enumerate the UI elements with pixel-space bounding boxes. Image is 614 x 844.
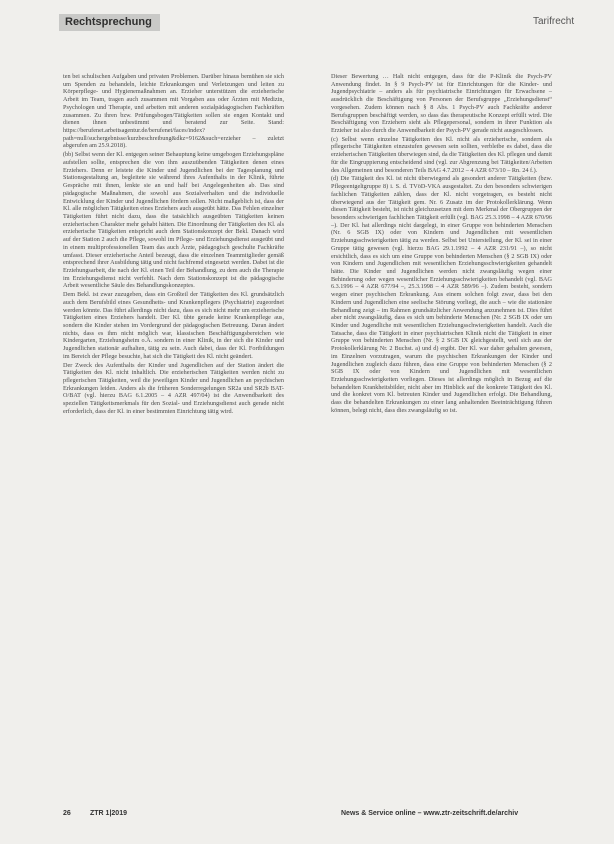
section-label: Rechtsprechung [59,14,160,31]
right-column [331,73,552,416]
issue-label: ZTR 1|2019 [90,810,127,817]
category-label: Tarifrecht [533,16,575,27]
paragraph: Der Zweck des Aufenthalts der Kinder und Jugendlichen auf der Station ändert die Tätigkeiten des Kl. nicht inhaltlich. Die erzieherischen Tätigkeiten werden nicht zu pflegerischen Tätigkeiten, weil die jeweiligen Kinder und Jugendlichen an psychischen Erkrankungen leiden. Anders als die früheren Sonderregelungen SR2a und SR2b BAT-O/BAT (vgl. hierzu BAG 6.1.2005 – 4 AZR 497/04) ist die Anwendbarkeit des speziellen Tätigkeitsmerkmals für den Sozial- und Erziehungsdienst auch gerade nicht erforderlich, dass der Kl. in einer bestimmten Einrichtung tätig wird. [63,361,284,415]
paragraph: Dieser Bewertung … Halt nicht entgegen, dass für die P-Klinik die Psych-PV Anwendung findet. In § 9 Psych-PV ist für Einrichtungen für die Kinder- und Jugendpsychiatrie – anders als für psychiatrische Einrichtungen für Erwachsene – ausdrücklich die Beschäftigung von Personen der Berufsgruppe „Erziehungsdienst“ vorgesehen. Zudem können nach § 8 Abs. 1 Psych-PV auch Fachkräfte anderer Berufsgruppen beschäftigt werden, so dass das therapeutische Konzept erfüllt wird. Die Beschäftigung von Erziehern sieht als Pflegepersonal, sondern in ihrer Funktion als Erzieher ist also durch die Anwendbarkeit der Psych-PV gerade nicht ausgeschlossen. [331,73,552,135]
archive-link[interactable]: News & Service online – www.ztr-zeitschrift.de/archiv [341,810,519,817]
paragraph: ten bei schulischen Aufgaben und privaten Problemen. Darüber hinaus bemühen sie sich um Spenden zu behandeln, leichte Erkrankungen und Verletzungen und leiten zu Körperpflege- und Hygienemaßnahmen an. Erzieher unterstützen die erzieherische Arbeit im Team, tragen auch zusammen mit Vorgaben aus oder Ärzten mit Medizin, Psychologen und Therapie, und arbeiten mit anderen sozialpädagogischen Fachkräften zusammen. Zu ihren bzw. Prüfungsbogen/Tätigkeiten sollen sie engen Kontakt und dienen ihnen unbestimmt und beratend zur Seite. Stand: https://berufenet.arbeitsagentur.de/berufenet/faces/index?path=null/suchergebnisse/kurzbeschreibung&dkz=9162&such=erzieher – zuletzt abgerufen am 25.9.2018). [63,73,284,150]
paragraph: (d) Die Tätigkeit des Kl. ist nicht überwiegend als gesondert anderer Tätigkeiten (bzw. Pflegeentgeltgruppe 8) i. S. d. TVöD-VKA ausgestaltet. Zu den besonders schwierigen fachlichen Tätigkeiten zählen, dass der Kl. nicht vorgetragen, es besteht nicht überwiegend aus der Tätigkeit gem. Nr. 6 Zusatz im der Protokollerklärung. Wenn diesen Tätigkeit besteht, ist nicht gleichzusetzen mit dem Merkmal der Obergruppen der besonders schwierigen fachlichen Tätigkeit erfüllt (vgl. BAG 25.3.1998 – 4 AZR 670/96 –). Der Kl. hat allerdings nicht dargelegt, in einer Gruppe von behinderten Menschen (Nr. 6 SGB IX) oder von Kindern und Jugendlichen mit wesentlichen Erziehungsschwierigkeiten tätig zu werden. Selbst bei Unterstellung, der Kl. sei in einer Gruppe tätig gewesen (vgl. hierzu BAG 29.1.1992 – 4 AZR 231/91 –), so nicht ersichtlich, dass es sich um eine Gruppe von behinderten Menschen (§ 2 SGB IX) oder von Kindern und Jugendlichen mit wesentlichen Erziehungsschwierigkeiten gehandelt hätte. Die Kinder und Jugendlichen werden nicht zwangsläufig wegen einer Behinderung oder wegen wesentlicher Erziehungsschwierigkeiten behandelt (vgl. BAG 6.3.1996 – 4 AZR 677/94 –, 25.3.1998 – 4 AZR 589/96 –). Zudem besteht, sondern wegen einer psychischen Erkrankung. Aus einem solchen folgt zwar, dass bei den Kindern und Jugendlichen eine seelische Störung vorliegt, die auch – wie die stationäre Behandlung zeigt – im Rahmen grundsätzlicher Anwendung anzunehmen ist. Dies führt aber nicht zwangsläufig, dass es sich um behinderte Menschen (Nr. 2 SGB IX oder um Kinder und Jugendliche mit wesentlichen Erziehungsschwierigkeiten handelt. Auch die Tatsache, dass die Tätigkeit in einer psychiatrischen Klinik nicht die Tätigkeit in einer Gruppe von behinderten Menschen (Nr. § 2 SGB IX gleichgestellt, weil sich aus der Protokollerklärung Nr. 2 Buchst. a) und d) ergibt. Der Kl. war daher gehalten gewesen, im Einzelnen vorzutragen, warum die psychischen Erkrankungen der Kinder und Jugendlichen zugleich dazu führen, dass eine Gruppe von behinderten Menschen (§ 2 SGB IX oder von Kindern und Jugendlichen mit wesentlichen Erziehungsschwierigkeiten vorliegen. Dieses ist allerdings möglich in Bezug auf die behandelten Krankheitsbilder, nicht aber im Hinblick auf die konkrete Tätigkeit des Kl. und die konkret vom Kl. betreuten Kinder und Jugendlichen erfolgt. Die Behandlung, dass die behandelten Erkrankungen zu einer lang anhaltenden Beeinträchtigung führen können, belegt nicht, dass dies zwangsläufig so ist. [331,175,552,414]
paragraph: Dem Bekl. ist zwar zuzugeben, dass ein Großteil der Tätigkeiten des Kl. grundsätzlich auch dem Berufsbild eines Gesundheits- und Krankenpflegers (Psychiatrie) zugeordnet werden könnte. Das führt allerdings nicht dazu, dass es sich nicht mehr um erzieherische Tätigkeiten eines Erziehers handelt. Der Kl. übte gerade keine Krankenpflege aus, sondern die Kinder stehen im Vordergrund der pädagogischen Betreuung. Daran ändert nichts, dass es ihm nicht möglich war, klassischen Beschäftigungsbereichen wie Kindergarten, Erziehungsheim o.Ä. sondern in einer Klinik, in der sich die Kinder und Jugendlichen stationär aufhalten, tätig zu sein. Auch dabei, dass der Kl. Fortbildungen im Bereich der Pflege besuchte, hat sich die Tätigkeit des Kl. nicht geändert. [63,291,284,360]
left-column [63,73,284,417]
paragraph: (c) Selbst wenn einzelne Tätigkeiten des Kl. nicht als erzieherische, sondern als pflegerische Tätigkeiten einzustufen gewesen sein sollten, verbleibe es dabei, dass die erzieherischen Tätigkeiten überwiegen sind, da die Tätigkeiten des Kl. pflegen und damit für die Eingruppierung entscheidend sind (vgl. zur Abgrenzung bei Tätigkeiten/Arbeiten des Allgemeinen und besonderen Teils BAG 4.7.2012 – 4 AZR 673/10 – Rn. 24 f.). [331,135,552,174]
page-number: 26 [63,810,71,817]
paragraph: (bb) Selbst wenn der Kl. entgegen seiner Behauptung keine umgebogen Erziehungspläne aufstellen sollte, entsprechen die von ihm auszuübenden Tätigkeiten denen eines Erziehers. Denn er leistete die Kinder und Jugendlichen bei der Tagesplanung und Stationsgestaltung an, begleitete sie während ihres Aufenthalts in der Klinik, führte Gespräche mit ihnen, lenkte sie an und half bei Angelegenheiten ab. Das sind pädagogische Maßnahmen, die sowohl aus Sozialverhalten und die individuelle Entwicklung der Kinder und Jugendlichen fördern sollen. Nicht maßgeblich ist, dass der Kl. alle möglichen Tätigkeiten eines Erziehers auch ausgeübt hätte. Das Fehlen einzelner Tätigkeiten führt nicht dazu, dass die tatsächlich ausgeübten Tätigkeiten keinen erzieherischen Charakter mehr gehabt hätten. Die Einordnung der Tätigkeiten des Kl. als erzieherische Tätigkeiten entspricht auch dem Stationskonzept der Bekl. Danach wird auf der Station 2 auch die Pflege, sowohl im Pflege- und Erziehungsdienst ausgeübt und in einem multiprofessionellen Team das auch Ärzte, pädagogisch geschulte Fachkräfte umfasst. Dieser erzieherische Anteil bezeugt, dass die einzelnen Teammitglieder gemäß entsprechend ihrer Ausbildung tätig und nicht fachfremd eingesetzt werden. Dabei ist die Erziehungsarbeit, die nach der Kl. einen Teil der Behandlung, zu dem auch die Therapie im Erziehungsdienst nicht verfehlt. Nach dem Stationskonzept ist die pädagogische Arbeit wesentliche Säule des Behandlungskonzeptes. [63,151,284,290]
